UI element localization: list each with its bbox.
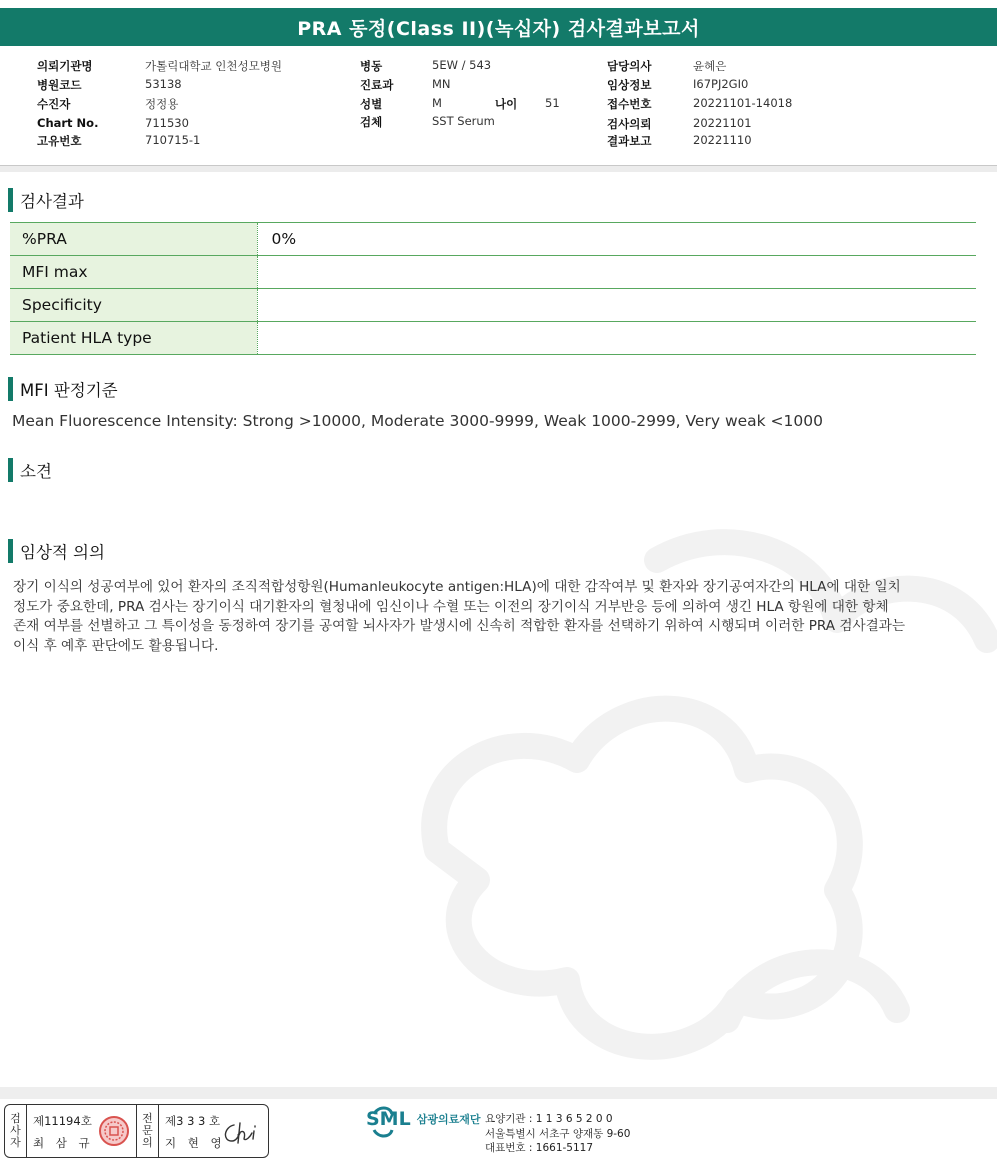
specialist-name: 지 현 영	[165, 1136, 226, 1150]
section-marker	[8, 539, 13, 563]
info-label: 고유번호	[37, 134, 82, 148]
section-heading-opinion	[8, 458, 52, 482]
result-value	[257, 289, 976, 322]
vertical-char: 검	[10, 1112, 21, 1125]
org-line: 대표번호 : 1661-5117	[485, 1142, 594, 1154]
organization-info	[485, 1112, 630, 1156]
info-label: 병동	[360, 59, 383, 73]
info-label: 검체	[360, 115, 383, 129]
info-label: 담당의사	[607, 59, 652, 73]
info-value: 710715-1	[145, 133, 201, 147]
info-value: 20221101-14018	[693, 96, 793, 110]
table-row	[10, 289, 976, 322]
org-line: 서울특별시 서초구 양재동 9-60	[485, 1127, 631, 1140]
info-label: 수진자	[37, 97, 71, 111]
vertical-char: 전	[142, 1112, 153, 1125]
section-heading-result	[8, 188, 84, 212]
vertical-char: 문	[142, 1124, 153, 1137]
info-label: 접수번호	[607, 97, 652, 111]
info-label: 의뢰기관명	[37, 59, 93, 73]
info-value: M	[432, 96, 442, 110]
result-table	[10, 222, 976, 355]
info-label: 병원코드	[37, 78, 82, 92]
patient-info	[0, 46, 997, 166]
clinical-line: 장기 이식의 성공여부에 있어 환자의 조직적합성항원(Humanleukocyte antigen:HLA)에 대한 감작여부 및 환자와 장기공여자간의 HLA에 대한 일치	[13, 579, 901, 595]
table-row	[10, 322, 976, 355]
result-key: MFI max	[10, 256, 257, 289]
inspector-name: 최 삼 규	[33, 1136, 94, 1150]
table-row	[10, 223, 976, 256]
specialist-cell	[159, 1105, 268, 1157]
signature-icon	[220, 1119, 260, 1147]
info-label: 진료과	[360, 78, 394, 92]
section-heading-text: MFI 판정기준	[20, 381, 118, 400]
inspector-label	[5, 1105, 27, 1157]
info-value: 5EW / 543	[432, 58, 492, 72]
info-value: 정정용	[145, 97, 179, 111]
info-label: 검사의뢰	[607, 117, 652, 131]
result-key: %PRA	[10, 223, 257, 256]
seal-stamp-icon	[98, 1115, 130, 1147]
report-title: PRA 동정(Class II)(녹십자) 검사결과보고서	[0, 8, 997, 46]
age-label: 나이	[495, 97, 518, 111]
signature-box	[4, 1104, 269, 1158]
org-line: 요양기관 : 1 1 3 6 5 2 0 0	[485, 1113, 613, 1125]
info-value: I67PJ2GI0	[693, 77, 749, 91]
section-marker	[8, 188, 13, 212]
inspector-cell	[27, 1105, 137, 1157]
info-label: 임상정보	[607, 78, 652, 92]
info-value: 20221110	[693, 133, 752, 147]
section-heading-clinical	[8, 539, 105, 563]
result-key: Patient HLA type	[10, 322, 257, 355]
section-heading-text: 검사결과	[20, 192, 84, 211]
info-value: SST Serum	[432, 114, 495, 128]
section-heading-text: 임상적 의의	[20, 543, 105, 562]
vertical-char: 사	[10, 1124, 21, 1137]
vertical-char: 자	[10, 1136, 21, 1149]
foundation-name: 삼광의료재단	[416, 1113, 481, 1126]
clinical-line: 이식 후 예후 판단에도 활용됩니다.	[13, 637, 219, 654]
logo-text: SML	[366, 1108, 411, 1130]
section-marker	[8, 458, 13, 482]
info-label: 결과보고	[607, 134, 652, 148]
info-divider	[0, 166, 997, 172]
info-label: 성별	[360, 97, 383, 111]
section-marker	[8, 377, 13, 401]
section-heading-text: 소견	[20, 462, 52, 481]
info-value: 53138	[145, 77, 182, 91]
result-value	[257, 256, 976, 289]
inspector-license: 제11194호	[33, 1114, 92, 1128]
specialist-license: 제3 3 3 호	[165, 1114, 221, 1128]
sml-logo	[366, 1108, 480, 1130]
clinical-line: 정도가 중요한데, PRA 검사는 장기이식 대기환자의 혈청내에 임신이나 수혈 또는 이전의 장기이식 거부반응 등에 의하여 생긴 HLA 항원에 대한 항체	[13, 598, 889, 615]
specialist-label	[137, 1105, 159, 1157]
vertical-char: 의	[142, 1136, 153, 1149]
info-value: 711530	[145, 116, 189, 130]
result-value	[257, 322, 976, 355]
sml-logo-icon	[370, 1104, 396, 1138]
result-value: 0%	[257, 223, 976, 256]
age-value: 51	[545, 96, 560, 110]
clinical-line: 존재 여부를 선별하고 그 특이성을 동정하여 장기를 공여할 뇌사자가 발생시에 신속히 적합한 환자를 선택하기 위하여 시행되며 이러한 PRA 검사결과는	[13, 618, 906, 634]
info-value: 가톨릭대학교 인천성모병원	[145, 59, 282, 73]
result-key: Specificity	[10, 289, 257, 322]
table-row	[10, 256, 976, 289]
section-heading-mfi	[8, 377, 118, 401]
info-value: MN	[432, 77, 451, 91]
clinical-significance	[13, 578, 983, 656]
info-value: 20221101	[693, 116, 752, 130]
footer-band	[0, 1087, 997, 1099]
info-label: Chart No.	[37, 116, 99, 130]
info-value: 윤혜은	[693, 59, 727, 73]
mfi-criteria: Mean Fluorescence Intensity: Strong >10000, Moderate 3000-9999, Weak 1000-2999, Very weak <1000	[12, 412, 823, 430]
